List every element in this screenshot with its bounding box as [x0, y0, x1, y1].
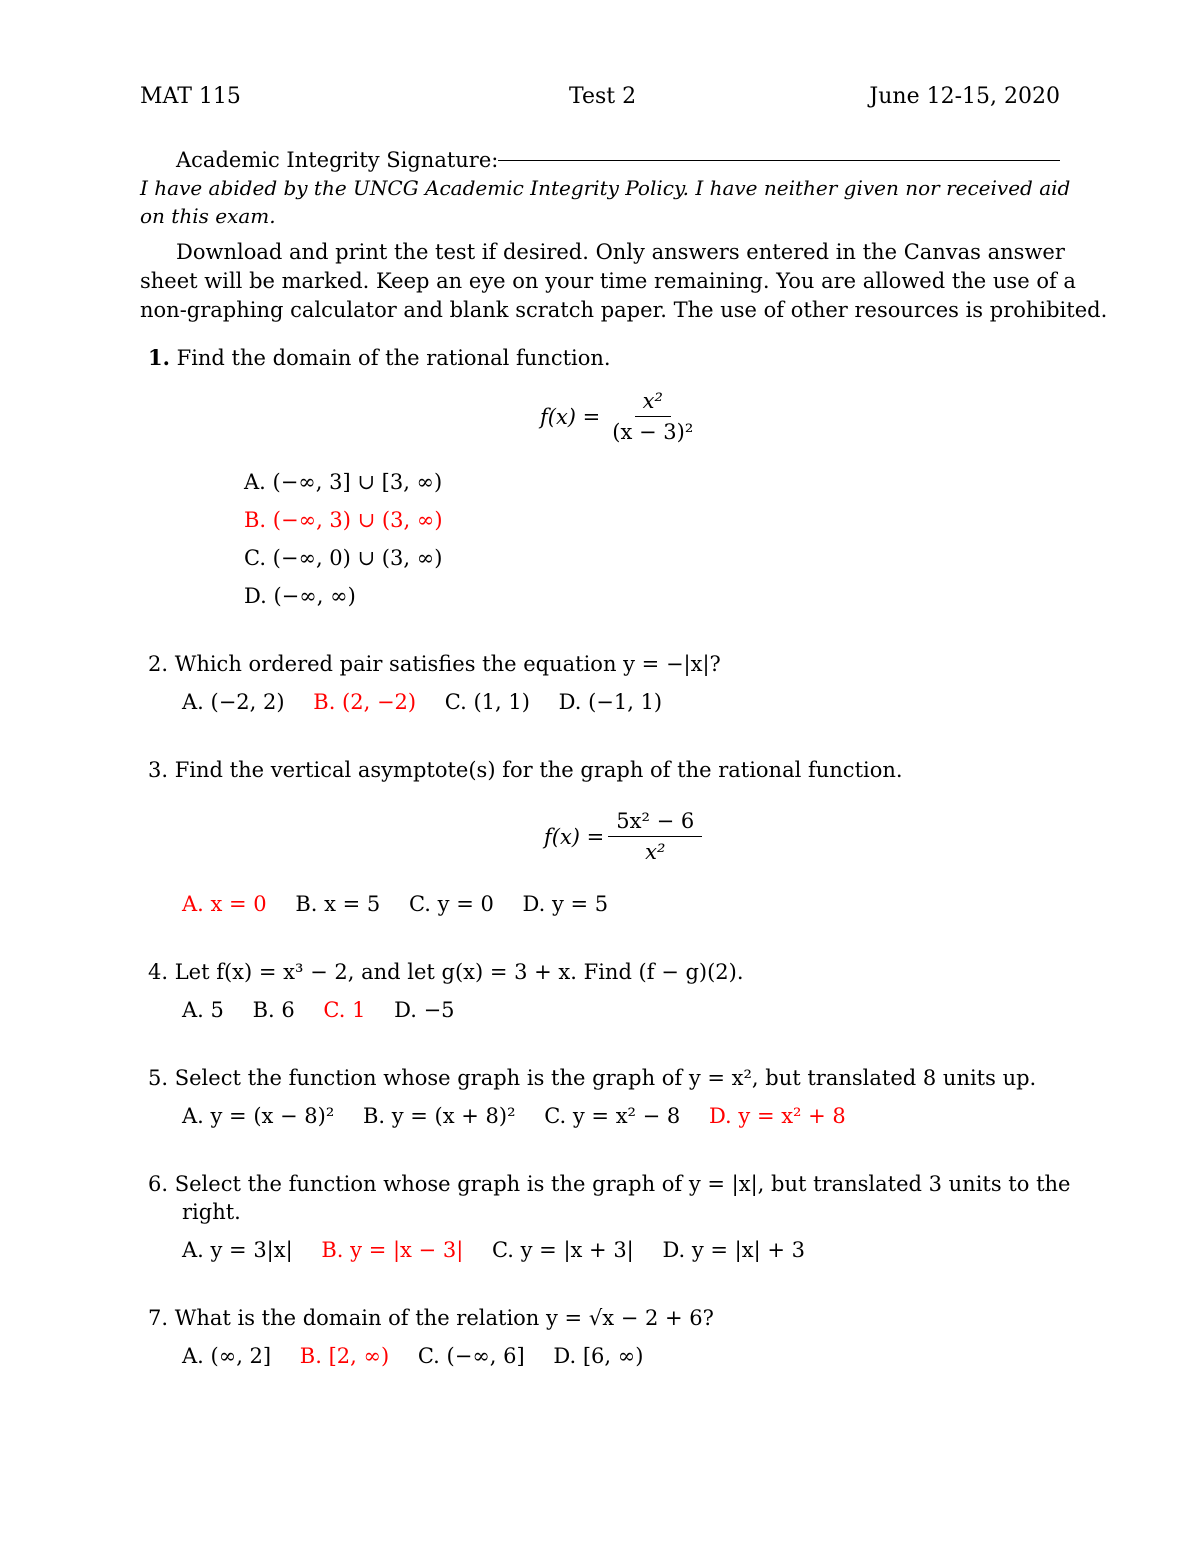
q7-choices: [182, 1342, 665, 1370]
q7-choice-a[interactable]: A. (∞, 2]: [182, 1344, 272, 1368]
q5-choice-a[interactable]: A. y = (x − 8)²: [182, 1104, 335, 1128]
question-3: [148, 756, 903, 784]
q5-choice-c[interactable]: C. y = x² − 8: [544, 1104, 681, 1128]
equation-lhs: f(x) =: [544, 824, 605, 849]
integrity-label: Academic Integrity Signature:: [176, 148, 499, 172]
q4-choices: [182, 996, 477, 1024]
q4-choice-a[interactable]: A. 5: [182, 998, 224, 1022]
q4-choice-b[interactable]: B. 6: [252, 998, 295, 1022]
fraction-numerator: x²: [635, 388, 671, 417]
q2-choice-a[interactable]: A. (−2, 2): [182, 690, 285, 714]
fraction-numerator: 5x² − 6: [608, 808, 702, 837]
q2-choice-c[interactable]: C. (1, 1): [444, 690, 530, 714]
q3-choice-d[interactable]: D. y = 5: [522, 892, 609, 916]
q1-choice-a[interactable]: A. (−∞, 3] ∪ [3, ∞): [244, 470, 443, 494]
q2-choice-b[interactable]: B. (2, −2): [313, 690, 417, 714]
question-4: [148, 958, 744, 986]
fraction-denominator: (x − 3)²: [612, 420, 694, 444]
signature-line[interactable]: [498, 160, 1060, 161]
q1-choice-b[interactable]: B. (−∞, 3) ∪ (3, ∞): [244, 508, 443, 532]
q6-choices: [182, 1236, 827, 1264]
q7-choice-c[interactable]: C. (−∞, 6]: [417, 1344, 525, 1368]
q1-equation: [540, 388, 705, 445]
question-6-line2: right.: [182, 1200, 241, 1224]
q3-choice-c[interactable]: C. y = 0: [408, 892, 494, 916]
question-number: 3.: [148, 758, 169, 782]
q6-choice-d[interactable]: D. y = |x| + 3: [662, 1238, 805, 1262]
q4-choice-d[interactable]: D. −5: [394, 998, 455, 1022]
question-number: 1.: [148, 345, 170, 370]
course-code: MAT 115: [140, 84, 241, 109]
question-prompt: Select the function whose graph is the graph of y = x², but translated 8 units up.: [174, 1066, 1037, 1090]
q1-choice-d[interactable]: D. (−∞, ∞): [244, 584, 356, 608]
q2-choices: [182, 688, 684, 716]
q3-choice-b[interactable]: B. x = 5: [295, 892, 381, 916]
q3-equation: [544, 808, 706, 865]
q6-choice-c[interactable]: C. y = |x + 3|: [491, 1238, 634, 1262]
question-6: [148, 1170, 1070, 1198]
question-prompt: Which ordered pair satisfies the equation y = −|x|?: [174, 652, 721, 676]
question-7: [148, 1304, 714, 1332]
q1-choice-c[interactable]: C. (−∞, 0) ∪ (3, ∞): [244, 546, 443, 570]
question-prompt: Find the vertical asymptote(s) for the graph of the rational function.: [174, 758, 903, 782]
test-date: June 12-15, 2020: [869, 84, 1060, 109]
q6-choice-b[interactable]: B. y = |x − 3|: [321, 1238, 464, 1262]
q6-choice-a[interactable]: A. y = 3|x|: [182, 1238, 293, 1262]
q3-choices: [182, 890, 630, 918]
question-2: [148, 650, 721, 678]
instructions-line2: sheet will be marked. Keep an eye on your time remaining. You are allowed the use of a: [140, 269, 1076, 293]
q3-choice-a[interactable]: A. x = 0: [182, 892, 267, 916]
question-number: 2.: [148, 652, 169, 676]
question-number: 4.: [148, 960, 169, 984]
question-prompt: Let f(x) = x³ − 2, and let g(x) = 3 + x. Find (f − g)(2).: [174, 960, 744, 984]
question-prompt-line1: Select the function whose graph is the graph of y = |x|, but translated 3 units to the: [174, 1172, 1071, 1196]
q7-choice-b[interactable]: B. [2, ∞): [299, 1344, 390, 1368]
q5-choice-b[interactable]: B. y = (x + 8)²: [362, 1104, 516, 1128]
question-number: 7.: [148, 1306, 169, 1330]
question-number: 6.: [148, 1172, 169, 1196]
question-1: [148, 344, 611, 372]
question-number: 5.: [148, 1066, 169, 1090]
fraction: [604, 388, 701, 445]
integrity-statement-line2: on this exam.: [140, 204, 276, 228]
q7-choice-d[interactable]: D. [6, ∞): [553, 1344, 644, 1368]
question-5: [148, 1064, 1036, 1092]
test-title: Test 2: [569, 84, 637, 109]
q5-choices: [182, 1102, 868, 1130]
instructions-line3: non-graphing calculator and blank scratch paper. The use of other resources is prohibited.: [140, 298, 1108, 322]
question-prompt: What is the domain of the relation y = √x − 2 + 6?: [174, 1306, 714, 1330]
q2-choice-d[interactable]: D. (−1, 1): [558, 690, 663, 714]
fraction: [608, 808, 702, 865]
fraction-denominator: x²: [645, 840, 666, 864]
instructions-line1: Download and print the test if desired. Only answers entered in the Canvas answer: [176, 240, 1065, 264]
question-prompt: Find the domain of the rational function.: [176, 346, 611, 370]
q5-choice-d[interactable]: D. y = x² + 8: [708, 1104, 846, 1128]
equation-lhs: f(x) =: [540, 404, 601, 429]
q4-choice-c[interactable]: C. 1: [323, 998, 366, 1022]
integrity-statement-line1: I have abided by the UNCG Academic Integrity Policy. I have neither given nor received aid: [140, 176, 1071, 200]
